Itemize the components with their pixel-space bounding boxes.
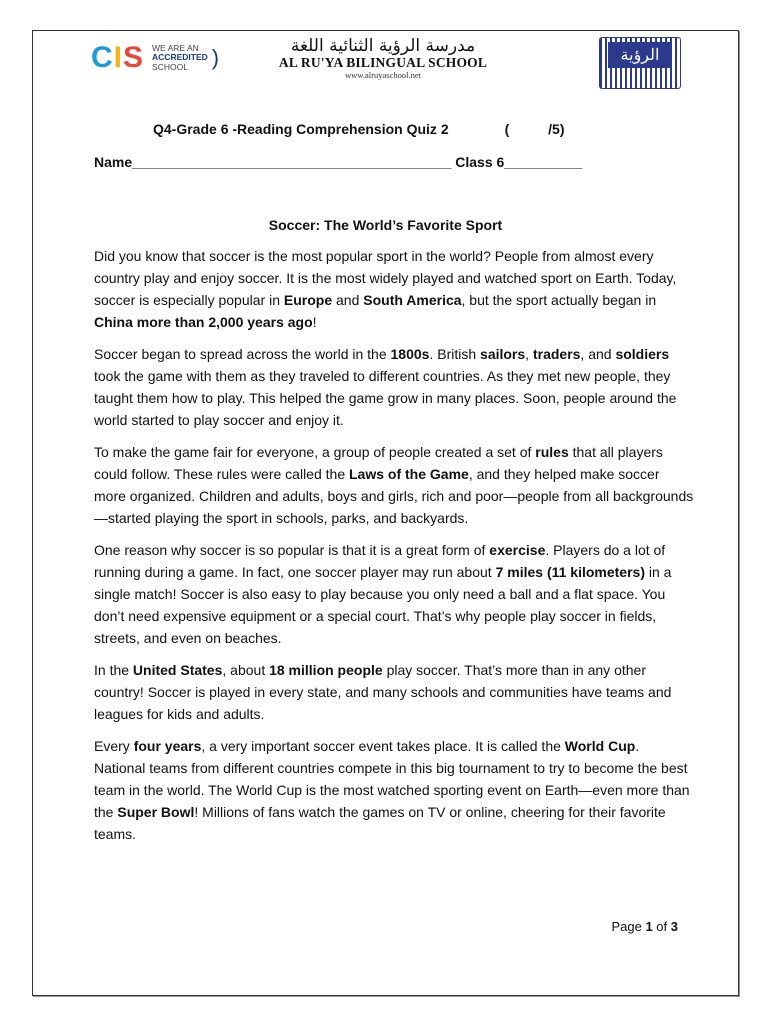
bold-term: 7 miles (11 kilometers) — [495, 564, 645, 580]
bold-term: four years — [133, 738, 202, 754]
bold-term: Europe — [283, 292, 333, 308]
text-run: in a single match! Soccer is also easy to play because you only need a ball and a flat space. You don’t need expensive equipment or a special court. That’s why people play soccer in fields, streets, and even on beaches. — [94, 564, 672, 646]
cis-letter-i: I — [113, 41, 124, 74]
bold-term: Super Bowl — [117, 804, 195, 820]
cis-accreditation-logo — [91, 43, 219, 73]
quiz-heading — [153, 121, 565, 137]
text-run: , — [525, 346, 533, 362]
passage-body — [94, 245, 694, 855]
text-run: , and they helped make soccer more organized. Children and adults, boys and girls, rich and poor—people from all backgrounds—started playing the sport in schools, parks, and backyards. — [94, 466, 694, 526]
page-current: 1 — [645, 919, 653, 934]
text-run: . British — [429, 346, 481, 362]
cis-letter-s: S — [123, 41, 145, 74]
school-website: www.alruyaschool.net — [345, 70, 421, 80]
paragraph-2 — [94, 343, 694, 431]
arc-icon: ) — [211, 45, 220, 70]
paragraph-6 — [94, 735, 694, 845]
text-run: , about — [222, 662, 270, 678]
text-run: that all players could follow. These rules were called the — [94, 444, 663, 482]
text-run: and — [332, 292, 364, 308]
bold-term: South America — [363, 292, 462, 308]
text-run: . National teams from different countries compete in this big tournament to try to become the best team in the world. The World Cup is the most watched sporting event on Earth—even more than the — [94, 738, 690, 820]
text-run: ! Millions of fans watch the games on TV or online, cheering for their favorite teams. — [94, 804, 666, 842]
text-run: Soccer began to spread across the world in the — [94, 346, 391, 362]
paragraph-4 — [94, 539, 694, 649]
school-name-arabic: مدرسة الرؤية الثنائية اللغة — [290, 36, 476, 56]
bold-term: sailors — [480, 346, 526, 362]
document-header — [33, 31, 738, 101]
bold-term: exercise — [489, 542, 546, 558]
text-run: In the — [94, 662, 133, 678]
cis-logo-mark — [91, 43, 144, 73]
text-run: , and — [580, 346, 616, 362]
text-run: One reason why soccer is so popular is that it is a great form of — [94, 542, 490, 558]
bold-term: 18 million people — [269, 662, 383, 678]
quiz-title: Q4-Grade 6 -Reading Comprehension Quiz 2 — [153, 121, 449, 137]
passage-title: Soccer: The World’s Favorite Sport — [268, 217, 503, 233]
bold-term: United States — [132, 662, 223, 678]
text-run: play soccer. That’s more than in any other country! Soccer is played in every state, and many schools and communities have teams and leagues for kids and adults. — [94, 662, 672, 722]
school-name-block — [253, 37, 513, 80]
document-page — [32, 30, 739, 996]
bold-term: Laws of the Game — [349, 466, 469, 482]
text-run: , but the sport actually began in — [461, 292, 657, 308]
text-run: , a very important soccer event takes place. It is called the — [201, 738, 565, 754]
text-run: Every — [94, 738, 134, 754]
text-run: . Players do a lot of running during a game. In fact, one soccer player may run about — [94, 542, 666, 580]
cis-tagline-line-1: WE ARE AN — [152, 42, 199, 53]
page-number: Page 1 of 3 — [611, 919, 678, 934]
text-run: ! — [312, 314, 317, 330]
school-logo-text: الرؤية — [608, 42, 672, 68]
text-run: Did you know that soccer is the most popular sport in the world? People from almost every country play and enjoy soccer. It is the most widely played and watched sport on Earth. Today, soccer is especially popular in — [94, 248, 677, 308]
bold-term: rules — [535, 444, 569, 460]
bold-term: China more than 2,000 years ago — [94, 314, 313, 330]
bold-term: traders — [532, 346, 581, 362]
text-run: To make the game fair for everyone, a group of people created a set of — [94, 444, 536, 460]
bold-term: soldiers — [615, 346, 670, 362]
page-total: 3 — [670, 919, 678, 934]
class-field: Class 6__________ — [455, 154, 583, 170]
cis-tagline-line-2: ACCREDITED — [152, 52, 208, 63]
name-class-line — [94, 154, 582, 170]
paragraph-5 — [94, 659, 694, 725]
cis-tagline — [152, 44, 208, 73]
school-name-english: AL RU'YA BILINGUAL SCHOOL — [278, 55, 488, 70]
text-run: took the game with them as they traveled to different countries. As they met new people, they taught them how to play. This helped the game grow in many places. Soon, people around the world started to play soccer and enjoy it. — [94, 368, 677, 428]
cis-letter-c: C — [91, 41, 114, 74]
score-box: ( /5) — [504, 121, 565, 137]
name-field: Name_________________________________________ — [94, 154, 452, 170]
cis-tagline-line-3: SCHOOL — [152, 61, 188, 72]
bold-term: 1800s — [390, 346, 430, 362]
paragraph-1 — [94, 245, 694, 333]
paragraph-3 — [94, 441, 694, 529]
school-logo — [599, 37, 681, 89]
bold-term: World Cup — [564, 738, 636, 754]
